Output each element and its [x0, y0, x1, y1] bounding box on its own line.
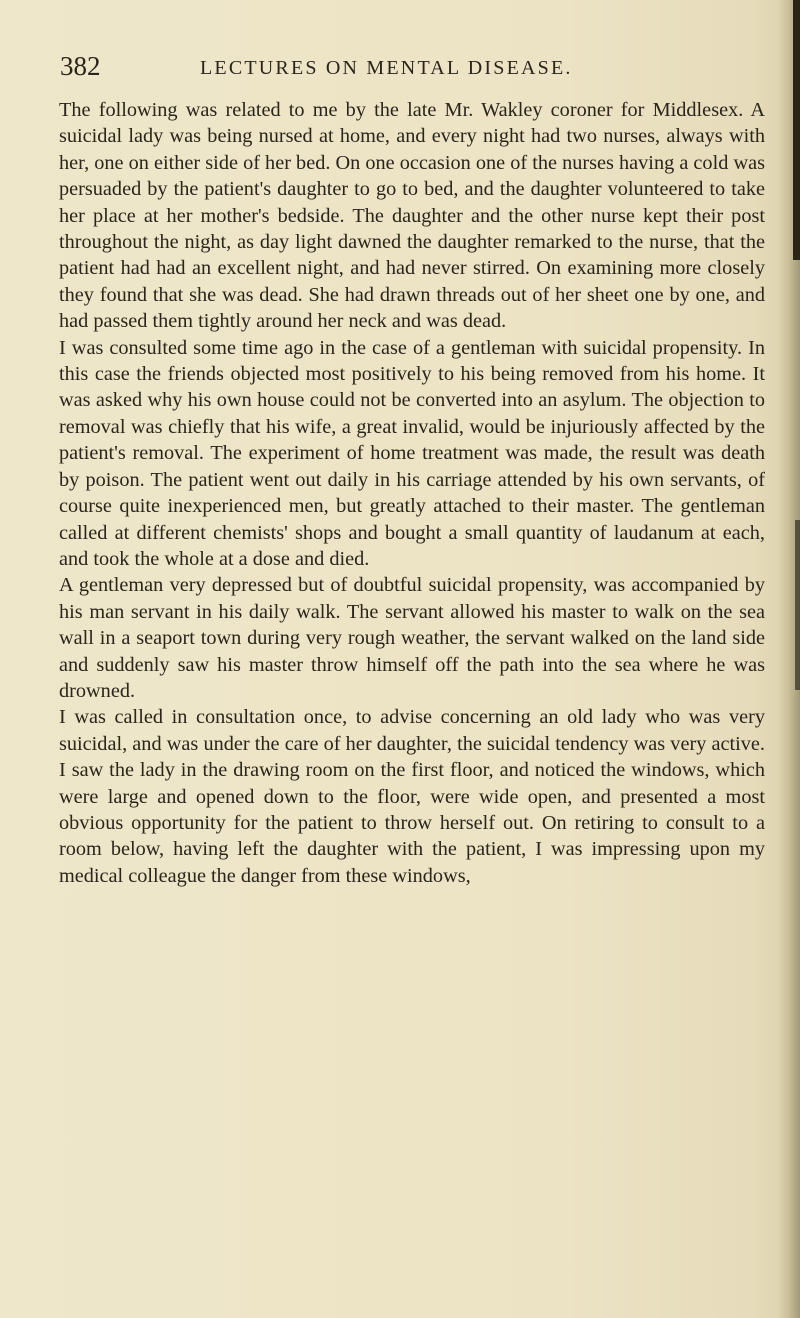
page-edge-dark-middle — [795, 520, 800, 690]
running-head: LECTURES ON MENTAL DISEASE. — [200, 57, 573, 79]
paragraph-home-treatment-case: I was consulted some time ago in the case of a gentleman with suicidal propensity. In this case the friends objected most positively to his being removed from his home. It was asked why his own house could not be converted into an asylum. The objection to removal was chiefly that his wife, a great invalid, would be injuriously affected by the patient's removal. The experiment of home treatment was made, the result was death by poison. The patient went out daily in his carriage attended by his own servants, of course quite inexperienced men, but greatly attached to their master. The gentleman called at different chemists' shops and bought a small quantity of laudanum at each, and took the whole at a dose and died. — [59, 336, 765, 570]
page-edge-dark-top — [793, 0, 800, 260]
body-text — [59, 97, 765, 889]
paragraph-old-lady-case: I was called in consultation once, to advise concerning an old lady who was very suicidal, and was under the care of her daughter, the suicidal tendency was very active. I saw the lady in the drawing room on the first floor, and noticed the windows, which were large and opened down to the floor, were wide open, and presented a most obvious opportunity for the patient to throw herself out. On retiring to consult to a room below, having left the daughter with the patient, I was impressing upon my medical colleague the danger from these windows, — [59, 706, 765, 887]
paragraph-wakley-case: The following was related to me by the late Mr. Wakley coroner for Middlesex. A suicidal lady was being nursed at home, and every night had two nurses, always with her, one on either side of her bed. On one occasion one of the nurses having a cold was persuaded by the patient's daughter to go to bed, and the daughter volunteered to take her place at her mother's bedside. The daughter and the other nurse kept their post throughout the night, as day light dawned the daughter remarked to the nurse, that the patient had had an excellent night, and had never stirred. On examining more closely they found that she was dead. She had drawn threads out of her sheet one by one, and had passed them tightly around her neck and was dead. — [59, 99, 765, 333]
paragraph-sea-wall-case: A gentleman very depressed but of doubtful suicidal propensity, was accompanied by his man servant in his daily walk. The servant allowed his master to walk on the sea wall in a seaport town during very rough weather, the servant walked on the land side and suddenly saw his master throw himself off the path into the sea where he was drowned. — [59, 574, 765, 702]
page-number: 382 — [60, 51, 101, 81]
page-header — [60, 50, 760, 90]
